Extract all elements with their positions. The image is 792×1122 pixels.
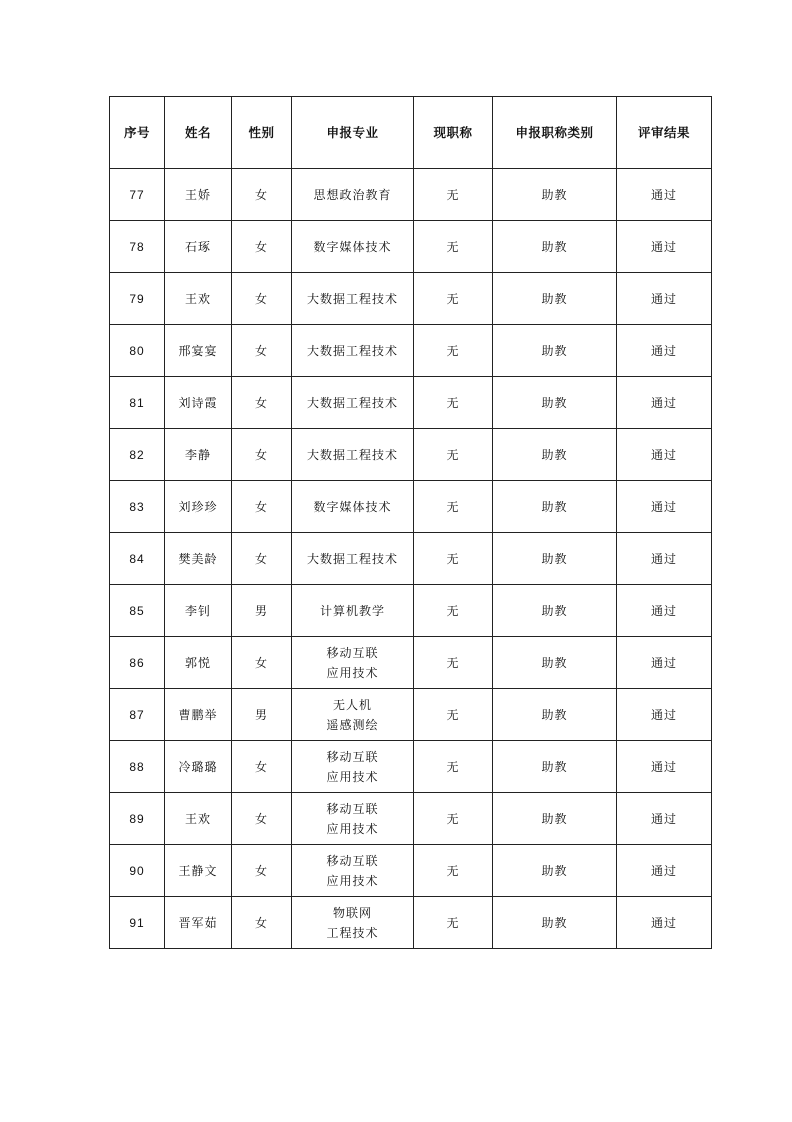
cell-gender: 女 xyxy=(232,325,292,377)
cell-name: 王欢 xyxy=(165,273,232,325)
table-row xyxy=(110,741,712,793)
major-line: 应用技术 xyxy=(326,821,379,836)
major-line: 大数据工程技术 xyxy=(306,551,398,566)
cell-title-category: 助教 xyxy=(493,845,617,897)
table-row xyxy=(110,325,712,377)
cell-review-result: 通过 xyxy=(617,689,712,741)
table-row xyxy=(110,585,712,637)
cell-title-category: 助教 xyxy=(493,429,617,481)
cell-review-result: 通过 xyxy=(617,481,712,533)
cell-major xyxy=(292,169,414,221)
cell-serial-number: 78 xyxy=(110,221,165,273)
cell-major xyxy=(292,481,414,533)
cell-major xyxy=(292,585,414,637)
cell-review-result: 通过 xyxy=(617,273,712,325)
cell-title-category: 助教 xyxy=(493,637,617,689)
table-row xyxy=(110,793,712,845)
major-line: 应用技术 xyxy=(326,873,379,888)
cell-serial-number: 79 xyxy=(110,273,165,325)
cell-major xyxy=(292,845,414,897)
major-line: 思想政治教育 xyxy=(313,187,392,202)
cell-review-result: 通过 xyxy=(617,741,712,793)
cell-review-result: 通过 xyxy=(617,169,712,221)
cell-name: 曹鹏举 xyxy=(165,689,232,741)
major-line: 移动互联 xyxy=(326,749,379,764)
cell-current-title: 无 xyxy=(414,481,493,533)
header-gender: 性别 xyxy=(232,97,292,169)
table-row xyxy=(110,845,712,897)
cell-gender: 女 xyxy=(232,793,292,845)
cell-current-title: 无 xyxy=(414,897,493,949)
cell-gender: 女 xyxy=(232,637,292,689)
cell-review-result: 通过 xyxy=(617,221,712,273)
cell-serial-number: 88 xyxy=(110,741,165,793)
cell-title-category: 助教 xyxy=(493,585,617,637)
major-line: 移动互联 xyxy=(326,645,379,660)
cell-current-title: 无 xyxy=(414,377,493,429)
cell-gender: 女 xyxy=(232,377,292,429)
header-title-category: 申报职称类别 xyxy=(493,97,617,169)
cell-review-result: 通过 xyxy=(617,325,712,377)
cell-current-title: 无 xyxy=(414,169,493,221)
cell-review-result: 通过 xyxy=(617,793,712,845)
header-name: 姓名 xyxy=(165,97,232,169)
cell-serial-number: 82 xyxy=(110,429,165,481)
cell-name: 李钊 xyxy=(165,585,232,637)
major-line: 物联网 xyxy=(332,905,372,920)
header-review-result: 评审结果 xyxy=(617,97,712,169)
cell-serial-number: 91 xyxy=(110,897,165,949)
cell-review-result: 通过 xyxy=(617,897,712,949)
cell-title-category: 助教 xyxy=(493,273,617,325)
cell-serial-number: 85 xyxy=(110,585,165,637)
table-header-row xyxy=(110,97,712,169)
table-row xyxy=(110,637,712,689)
cell-serial-number: 87 xyxy=(110,689,165,741)
cell-major xyxy=(292,325,414,377)
cell-title-category: 助教 xyxy=(493,533,617,585)
header-current-title: 现职称 xyxy=(414,97,493,169)
major-line: 遥感测绘 xyxy=(326,717,379,732)
table-row xyxy=(110,429,712,481)
header-serial-number: 序号 xyxy=(110,97,165,169)
cell-gender: 男 xyxy=(232,689,292,741)
cell-serial-number: 81 xyxy=(110,377,165,429)
cell-name: 王静文 xyxy=(165,845,232,897)
table-row xyxy=(110,897,712,949)
cell-major xyxy=(292,221,414,273)
table-row xyxy=(110,377,712,429)
cell-review-result: 通过 xyxy=(617,429,712,481)
major-line: 大数据工程技术 xyxy=(306,291,398,306)
cell-gender: 女 xyxy=(232,273,292,325)
major-line: 大数据工程技术 xyxy=(306,395,398,410)
table-row xyxy=(110,689,712,741)
cell-name: 晋军茹 xyxy=(165,897,232,949)
cell-current-title: 无 xyxy=(414,793,493,845)
cell-name: 邢宴宴 xyxy=(165,325,232,377)
cell-gender: 女 xyxy=(232,429,292,481)
cell-gender: 女 xyxy=(232,845,292,897)
cell-title-category: 助教 xyxy=(493,481,617,533)
major-line: 应用技术 xyxy=(326,665,379,680)
table-row xyxy=(110,169,712,221)
cell-major xyxy=(292,429,414,481)
cell-gender: 女 xyxy=(232,221,292,273)
cell-review-result: 通过 xyxy=(617,533,712,585)
major-line: 计算机教学 xyxy=(319,603,385,618)
cell-title-category: 助教 xyxy=(493,793,617,845)
cell-title-category: 助教 xyxy=(493,741,617,793)
cell-gender: 男 xyxy=(232,585,292,637)
cell-major xyxy=(292,273,414,325)
cell-title-category: 助教 xyxy=(493,221,617,273)
cell-name: 冷璐璐 xyxy=(165,741,232,793)
cell-current-title: 无 xyxy=(414,585,493,637)
cell-current-title: 无 xyxy=(414,533,493,585)
cell-name: 樊美龄 xyxy=(165,533,232,585)
cell-name: 王欢 xyxy=(165,793,232,845)
cell-serial-number: 89 xyxy=(110,793,165,845)
table-row xyxy=(110,533,712,585)
table-body xyxy=(110,169,712,949)
cell-gender: 女 xyxy=(232,169,292,221)
cell-title-category: 助教 xyxy=(493,689,617,741)
major-line: 移动互联 xyxy=(326,801,379,816)
cell-gender: 女 xyxy=(232,897,292,949)
header-major: 申报专业 xyxy=(292,97,414,169)
cell-gender: 女 xyxy=(232,741,292,793)
cell-serial-number: 77 xyxy=(110,169,165,221)
cell-serial-number: 86 xyxy=(110,637,165,689)
cell-name: 王娇 xyxy=(165,169,232,221)
cell-current-title: 无 xyxy=(414,741,493,793)
cell-major xyxy=(292,793,414,845)
cell-serial-number: 90 xyxy=(110,845,165,897)
cell-name: 郭悦 xyxy=(165,637,232,689)
cell-serial-number: 84 xyxy=(110,533,165,585)
cell-title-category: 助教 xyxy=(493,377,617,429)
cell-title-category: 助教 xyxy=(493,169,617,221)
major-line: 工程技术 xyxy=(326,925,379,940)
cell-current-title: 无 xyxy=(414,689,493,741)
table-row xyxy=(110,481,712,533)
cell-gender: 女 xyxy=(232,481,292,533)
cell-major xyxy=(292,689,414,741)
cell-major xyxy=(292,741,414,793)
table-row xyxy=(110,273,712,325)
major-line: 应用技术 xyxy=(326,769,379,784)
cell-current-title: 无 xyxy=(414,637,493,689)
cell-major xyxy=(292,533,414,585)
cell-title-category: 助教 xyxy=(493,897,617,949)
cell-major xyxy=(292,637,414,689)
cell-current-title: 无 xyxy=(414,845,493,897)
cell-serial-number: 80 xyxy=(110,325,165,377)
cell-name: 刘珍珍 xyxy=(165,481,232,533)
cell-name: 刘诗霞 xyxy=(165,377,232,429)
cell-current-title: 无 xyxy=(414,221,493,273)
cell-review-result: 通过 xyxy=(617,585,712,637)
cell-review-result: 通过 xyxy=(617,845,712,897)
cell-serial-number: 83 xyxy=(110,481,165,533)
cell-title-category: 助教 xyxy=(493,325,617,377)
cell-review-result: 通过 xyxy=(617,637,712,689)
major-line: 无人机 xyxy=(332,697,372,712)
major-line: 数字媒体技术 xyxy=(313,499,392,514)
review-results-table xyxy=(109,96,712,949)
cell-name: 石琢 xyxy=(165,221,232,273)
major-line: 大数据工程技术 xyxy=(306,447,398,462)
table-row xyxy=(110,221,712,273)
cell-major xyxy=(292,377,414,429)
major-line: 大数据工程技术 xyxy=(306,343,398,358)
major-line: 移动互联 xyxy=(326,853,379,868)
cell-name: 李静 xyxy=(165,429,232,481)
cell-gender: 女 xyxy=(232,533,292,585)
cell-current-title: 无 xyxy=(414,429,493,481)
cell-current-title: 无 xyxy=(414,325,493,377)
cell-major xyxy=(292,897,414,949)
cell-current-title: 无 xyxy=(414,273,493,325)
cell-review-result: 通过 xyxy=(617,377,712,429)
major-line: 数字媒体技术 xyxy=(313,239,392,254)
